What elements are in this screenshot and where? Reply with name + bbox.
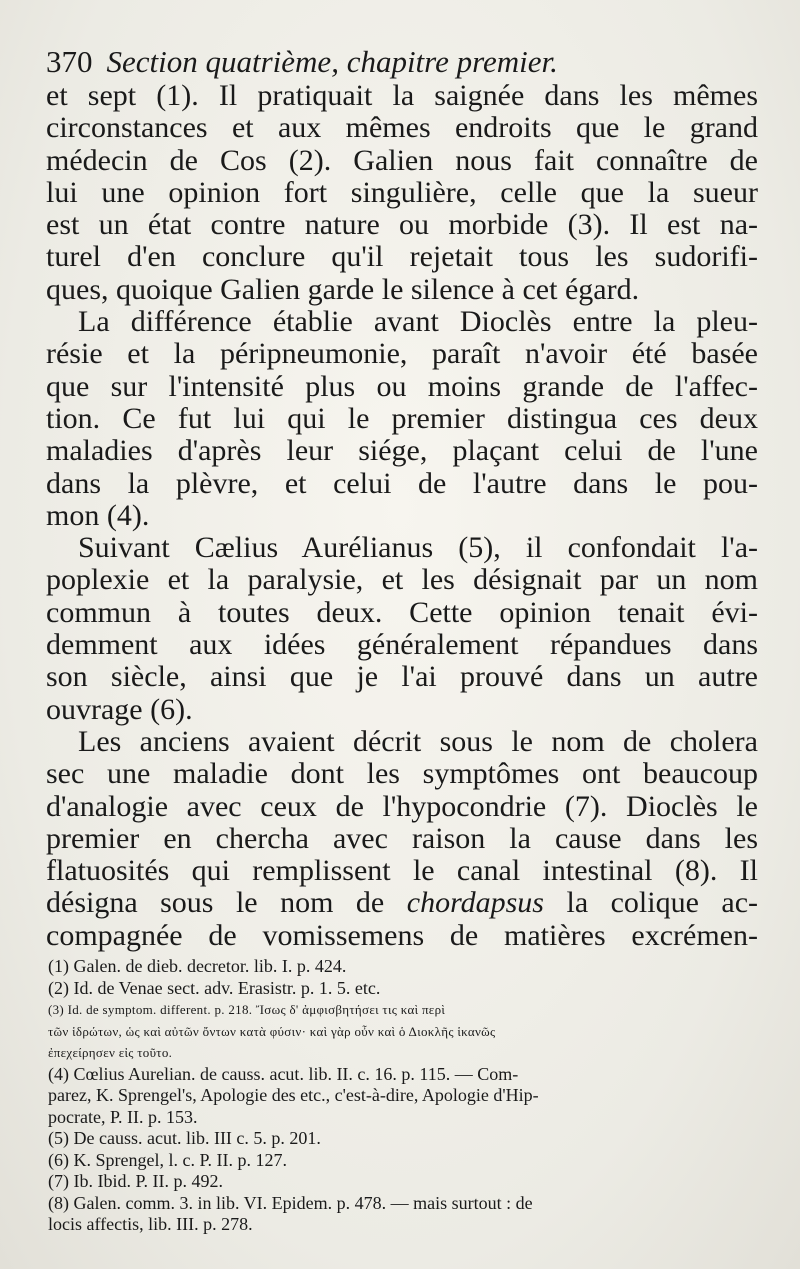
text-line: dans la plèvre, et celui de l'autre dans le pou- <box>46 467 758 500</box>
text-line: que sur l'intensité plus ou moins grande de l'affec- <box>46 370 758 403</box>
text-segment: désigna sous le nom de <box>46 887 385 920</box>
text-line: lui une opinion fort singulière, celle que la sueur <box>46 176 758 209</box>
text-line: turel d'en conclure qu'il rejetait tous les sudorifi- <box>46 241 758 274</box>
text-line: Les anciens avaient décrit sous le nom de cholera <box>78 725 758 758</box>
footnote-line: parez, K. Sprengel's, Apologie des etc., c'est-à-dire, Apologie d'Hip- <box>48 1085 539 1105</box>
text-line: flatuosités qui remplissent le canal intestinal (8). Il <box>46 855 758 888</box>
text-line: résie et la péripneumonie, paraît n'avoir été basée <box>46 338 758 371</box>
main-text <box>46 80 758 952</box>
text-line: La différence établie avant Dioclès entre la pleu- <box>78 306 758 339</box>
footnote-line: (2) Id. de Venae sect. adv. Erasistr. p. 1. 5. etc. <box>48 977 381 998</box>
text-line: sec une maladie dont les symptômes ont beaucoup <box>46 758 758 791</box>
text-line: demment aux idées généralement répandues dans <box>46 629 758 662</box>
text-line <box>46 887 758 919</box>
text-line: ouvrage (6). <box>46 693 193 726</box>
text-line: médecin de Cos (2). Galien nous fait connaître de <box>46 144 758 177</box>
footnote-line: (6) K. Sprengel, l. c. P. II. p. 127. <box>48 1149 287 1170</box>
footnote-line: (8) Galen. comm. 3. in lib. VI. Epidem. p. 478. — mais surtout : de <box>48 1192 533 1213</box>
footnote-line: τῶν ἱδρώτων, ὡς καὶ αὐτῶν ὄντων κατὰ φύσιν· καὶ γὰρ οὖν καὶ ὁ Διοκλῆς ἱκανῶς <box>48 1023 496 1039</box>
text-line: est un état contre nature ou morbide (3). Il est na- <box>46 209 758 242</box>
running-header <box>46 40 766 84</box>
text-line: circonstances et aux mêmes endroits que le grand <box>46 112 758 145</box>
running-title: Section quatrième, chapitre premier. <box>106 44 558 79</box>
text-line: poplexie et la paralysie, et les désignait par un nom <box>46 564 758 597</box>
text-line: ques, quoique Galien garde le silence à cet égard. <box>46 273 640 306</box>
footnote-line: (1) Galen. de dieb. decretor. lib. I. p. 424. <box>48 956 347 976</box>
text-line: mon (4). <box>46 499 150 532</box>
text-line: commun à toutes deux. Cette opinion tenait évi- <box>46 596 758 629</box>
footnotes <box>48 956 760 1236</box>
text-line: compagnée de vomissemens de matières excrémen- <box>46 919 758 952</box>
text-line: et sept (1). Il pratiquait la saignée dans les mêmes <box>46 80 758 112</box>
text-line: d'analogie avec ceux de l'hypocondrie (7). Dioclès le <box>46 790 758 823</box>
footnote-line: (4) Cœlius Aurelian. de causs. acut. lib. II. c. 16. p. 115. — Com- <box>48 1063 519 1084</box>
text-line: tion. Ce fut lui qui le premier distingua ces deux <box>46 402 758 435</box>
page-number: 370 <box>46 44 93 79</box>
footnote-line: (5) De causs. acut. lib. III c. 5. p. 201. <box>48 1128 321 1148</box>
text-line: premier en chercha avec raison la cause dans les <box>46 822 758 855</box>
text-line: maladies d'après leur siége, plaçant celui de l'une <box>46 435 758 468</box>
italic-term: chordapsus <box>406 887 544 920</box>
footnote-line: ἐπεχείρησεν εἰς τοῦτο. <box>48 1045 173 1060</box>
footnote-line: locis affectis, lib. III. p. 278. <box>48 1214 253 1234</box>
text-line: son siècle, ainsi que je l'ai prouvé dans un autre <box>46 661 758 694</box>
footnote-line: pocrate, P. II. p. 153. <box>48 1106 198 1127</box>
footnote-line: (7) Ib. Ibid. P. II. p. 492. <box>48 1171 223 1191</box>
text-line: Suivant Cælius Aurélianus (5), il confondait l'a- <box>78 532 758 565</box>
text-segment: la colique ac- <box>566 887 758 920</box>
footnote-line: (3) Id. de symptom. different. p. 218. Ἴσως δ' ἀμφισβητήσει τις καὶ περὶ <box>48 1002 446 1017</box>
